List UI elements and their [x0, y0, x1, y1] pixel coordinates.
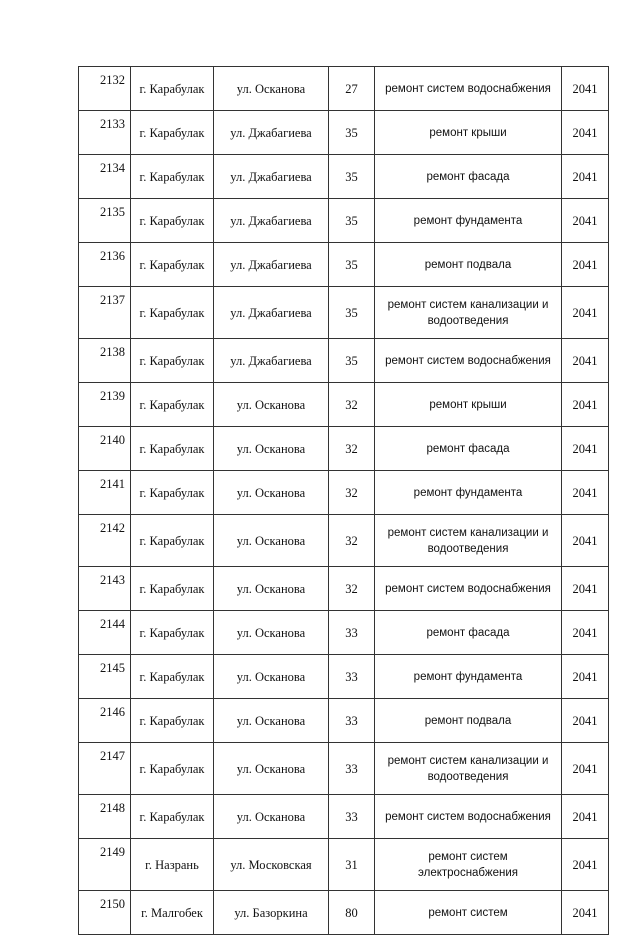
- house-cell: 33: [329, 699, 375, 743]
- city-cell: г. Карабулак: [131, 287, 214, 339]
- table-row: [79, 839, 609, 891]
- house-cell: 33: [329, 743, 375, 795]
- row-number: 2142: [79, 515, 131, 567]
- house-cell: 32: [329, 567, 375, 611]
- city-cell: г. Карабулак: [131, 743, 214, 795]
- row-number: 2143: [79, 567, 131, 611]
- work-type-cell: ремонт систем водоснабжения: [375, 339, 562, 383]
- row-number: 2132: [79, 67, 131, 111]
- house-cell: 35: [329, 155, 375, 199]
- table-row: [79, 243, 609, 287]
- work-type-cell: ремонт систем: [375, 891, 562, 935]
- work-type-cell: ремонт фасада: [375, 427, 562, 471]
- work-type-cell: ремонт фасада: [375, 155, 562, 199]
- work-type-cell: ремонт систем водоснабжения: [375, 567, 562, 611]
- house-cell: 35: [329, 339, 375, 383]
- work-type-cell: ремонт крыши: [375, 383, 562, 427]
- street-cell: ул. Джабагиева: [214, 339, 329, 383]
- table-row: [79, 155, 609, 199]
- row-number: 2149: [79, 839, 131, 891]
- city-cell: г. Карабулак: [131, 611, 214, 655]
- house-cell: 32: [329, 471, 375, 515]
- table-row: [79, 655, 609, 699]
- house-cell: 33: [329, 611, 375, 655]
- table-row: [79, 743, 609, 795]
- street-cell: ул. Базоркина: [214, 891, 329, 935]
- house-cell: 35: [329, 243, 375, 287]
- table-row: [79, 287, 609, 339]
- row-number: 2141: [79, 471, 131, 515]
- year-cell: 2041: [562, 67, 609, 111]
- work-type-cell: ремонт подвала: [375, 699, 562, 743]
- street-cell: ул. Осканова: [214, 699, 329, 743]
- row-number: 2146: [79, 699, 131, 743]
- work-type-cell: ремонт фасада: [375, 611, 562, 655]
- house-cell: 32: [329, 427, 375, 471]
- work-type-cell: ремонт подвала: [375, 243, 562, 287]
- table-row: [79, 699, 609, 743]
- city-cell: г. Карабулак: [131, 383, 214, 427]
- year-cell: 2041: [562, 743, 609, 795]
- street-cell: ул. Джабагиева: [214, 287, 329, 339]
- house-cell: 35: [329, 111, 375, 155]
- year-cell: 2041: [562, 567, 609, 611]
- city-cell: г. Карабулак: [131, 655, 214, 699]
- year-cell: 2041: [562, 891, 609, 935]
- work-type-cell: ремонт фундамента: [375, 655, 562, 699]
- table-row: [79, 567, 609, 611]
- year-cell: 2041: [562, 287, 609, 339]
- year-cell: 2041: [562, 199, 609, 243]
- year-cell: 2041: [562, 655, 609, 699]
- year-cell: 2041: [562, 339, 609, 383]
- street-cell: ул. Осканова: [214, 427, 329, 471]
- year-cell: 2041: [562, 427, 609, 471]
- year-cell: 2041: [562, 471, 609, 515]
- city-cell: г. Карабулак: [131, 111, 214, 155]
- street-cell: ул. Осканова: [214, 515, 329, 567]
- city-cell: г. Карабулак: [131, 699, 214, 743]
- table-row: [79, 111, 609, 155]
- row-number: 2136: [79, 243, 131, 287]
- street-cell: ул. Джабагиева: [214, 243, 329, 287]
- city-cell: г. Карабулак: [131, 67, 214, 111]
- row-number: 2147: [79, 743, 131, 795]
- work-type-cell: ремонт систем водоснабжения: [375, 67, 562, 111]
- work-type-cell: ремонт фундамента: [375, 199, 562, 243]
- table-row: [79, 67, 609, 111]
- house-cell: 32: [329, 383, 375, 427]
- table-row: [79, 515, 609, 567]
- row-number: 2145: [79, 655, 131, 699]
- house-cell: 27: [329, 67, 375, 111]
- row-number: 2134: [79, 155, 131, 199]
- year-cell: 2041: [562, 243, 609, 287]
- house-cell: 35: [329, 287, 375, 339]
- city-cell: г. Карабулак: [131, 339, 214, 383]
- house-cell: 31: [329, 839, 375, 891]
- year-cell: 2041: [562, 383, 609, 427]
- street-cell: ул. Осканова: [214, 743, 329, 795]
- row-number: 2150: [79, 891, 131, 935]
- row-number: 2148: [79, 795, 131, 839]
- year-cell: 2041: [562, 155, 609, 199]
- city-cell: г. Карабулак: [131, 471, 214, 515]
- year-cell: 2041: [562, 839, 609, 891]
- row-number: 2135: [79, 199, 131, 243]
- table-row: [79, 891, 609, 935]
- city-cell: г. Карабулак: [131, 155, 214, 199]
- city-cell: г. Карабулак: [131, 199, 214, 243]
- city-cell: г. Карабулак: [131, 243, 214, 287]
- table-row: [79, 795, 609, 839]
- table-row: [79, 471, 609, 515]
- row-number: 2138: [79, 339, 131, 383]
- street-cell: ул. Осканова: [214, 383, 329, 427]
- year-cell: 2041: [562, 515, 609, 567]
- street-cell: ул. Джабагиева: [214, 199, 329, 243]
- row-number: 2139: [79, 383, 131, 427]
- city-cell: г. Карабулак: [131, 427, 214, 471]
- house-cell: 35: [329, 199, 375, 243]
- street-cell: ул. Джабагиева: [214, 155, 329, 199]
- work-type-cell: ремонт систем водоснабжения: [375, 795, 562, 839]
- work-type-cell: ремонт систем канализации и водоотведения: [375, 287, 562, 339]
- year-cell: 2041: [562, 611, 609, 655]
- street-cell: ул. Осканова: [214, 655, 329, 699]
- work-type-cell: ремонт крыши: [375, 111, 562, 155]
- house-cell: 33: [329, 655, 375, 699]
- table-row: [79, 611, 609, 655]
- year-cell: 2041: [562, 111, 609, 155]
- work-type-cell: ремонт систем электроснабжения: [375, 839, 562, 891]
- house-cell: 80: [329, 891, 375, 935]
- street-cell: ул. Осканова: [214, 471, 329, 515]
- street-cell: ул. Джабагиева: [214, 111, 329, 155]
- row-number: 2133: [79, 111, 131, 155]
- work-type-cell: ремонт систем канализации и водоотведения: [375, 515, 562, 567]
- house-cell: 32: [329, 515, 375, 567]
- city-cell: г. Карабулак: [131, 567, 214, 611]
- house-cell: 33: [329, 795, 375, 839]
- repair-schedule-table: [78, 66, 609, 935]
- year-cell: 2041: [562, 795, 609, 839]
- table-row: [79, 199, 609, 243]
- city-cell: г. Малгобек: [131, 891, 214, 935]
- year-cell: 2041: [562, 699, 609, 743]
- table-row: [79, 427, 609, 471]
- street-cell: ул. Московская: [214, 839, 329, 891]
- row-number: 2140: [79, 427, 131, 471]
- street-cell: ул. Осканова: [214, 67, 329, 111]
- row-number: 2137: [79, 287, 131, 339]
- city-cell: г. Карабулак: [131, 515, 214, 567]
- street-cell: ул. Осканова: [214, 567, 329, 611]
- city-cell: г. Карабулак: [131, 795, 214, 839]
- street-cell: ул. Осканова: [214, 795, 329, 839]
- city-cell: г. Назрань: [131, 839, 214, 891]
- work-type-cell: ремонт фундамента: [375, 471, 562, 515]
- table-row: [79, 339, 609, 383]
- table-row: [79, 383, 609, 427]
- work-type-cell: ремонт систем канализации и водоотведения: [375, 743, 562, 795]
- row-number: 2144: [79, 611, 131, 655]
- street-cell: ул. Осканова: [214, 611, 329, 655]
